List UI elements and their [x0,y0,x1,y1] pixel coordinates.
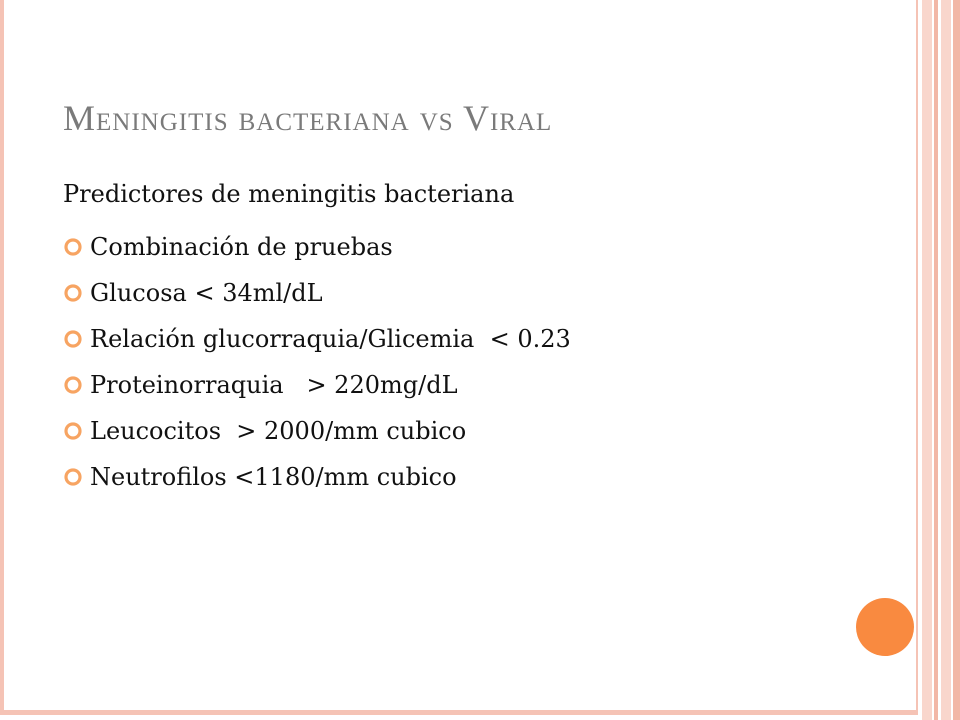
open-circle-bullet-icon [63,375,83,395]
open-circle-bullet-icon [63,421,83,441]
decorative-stripe [934,0,938,720]
bullet-list [63,224,571,500]
bullet-text: Relación glucorraquia/Glicemia < 0.23 [90,325,571,353]
bullet-text: Leucocitos > 2000/mm cubico [90,417,467,445]
bullet-item [63,454,571,500]
decorative-stripe [922,0,932,720]
bullet-text: Proteinorraquia > 220mg/dL [90,371,458,399]
decorative-stripe [953,0,960,720]
open-circle-bullet-icon [63,329,83,349]
bullet-text: Combinación de pruebas [90,233,393,261]
bullet-item [63,408,571,454]
open-circle-bullet-icon [63,283,83,303]
decorative-stripe [941,0,951,720]
bullet-item [63,316,571,362]
open-circle-bullet-icon [63,467,83,487]
bullet-item [63,362,571,408]
bullet-item [63,270,571,316]
open-circle-bullet-icon [63,237,83,257]
bullet-text: Glucosa < 34ml/dL [90,279,323,307]
bullet-text: Neutrofilos <1180/mm cubico [90,463,457,491]
lead-text: Predictores de meningitis bacteriana [63,180,515,208]
bullet-item [63,224,571,270]
slide-title: Meningitis bacteriana vs Viral [63,98,553,138]
accent-circle [856,598,914,656]
